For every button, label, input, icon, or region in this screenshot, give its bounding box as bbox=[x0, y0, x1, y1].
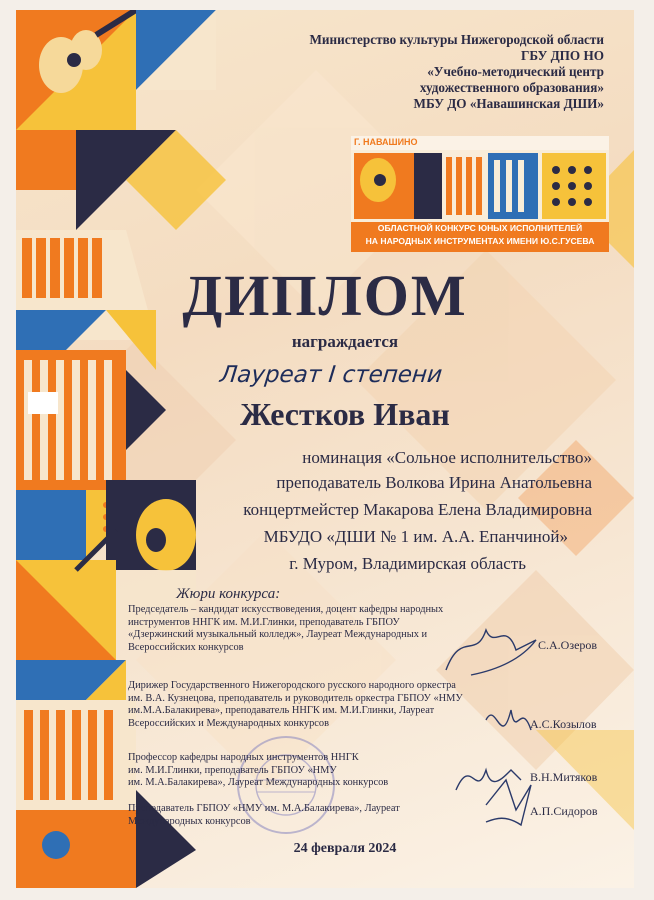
jury-heading: Жюри конкурса: bbox=[176, 586, 281, 602]
accompanist-line: концертмейстер Макарова Елена Владимировна bbox=[243, 500, 592, 519]
jury-member-4-name: А.П.Сидоров bbox=[530, 804, 598, 818]
organizer-line-4: художественного образования» bbox=[419, 80, 604, 95]
nomination-line: номинация «Сольное исполнительство» bbox=[302, 448, 592, 467]
city-line: г. Муром, Владимирская область bbox=[289, 554, 526, 573]
diploma-title: ДИПЛОМ bbox=[182, 263, 468, 328]
jury-member-4-text: Преподаватель ГБПОУ «НМУ им. М.А.Балакирева», Лауреат Международных конкурсов bbox=[128, 803, 400, 827]
diploma-page bbox=[16, 10, 634, 888]
jury-member-2-text: Дирижер Государственного Нижегородского русского народного оркестра им. В.А. Кузнецова, преподаватель и руководитель оркестра ГБПОУ «НМУ им.М.А.Балакирева», преподаватель ННГК им. М.И.Глинки, Лауреат Всероссийских и Международных конкурсов bbox=[128, 680, 463, 729]
logo-banner-line-1: ОБЛАСТНОЙ КОНКУРС ЮНЫХ ИСПОЛНИТЕЛЕЙ bbox=[377, 223, 583, 233]
signature-mityakov bbox=[456, 770, 521, 790]
organizer-line-3: «Учебно-методический центр bbox=[427, 64, 604, 79]
signature-sidorov bbox=[486, 780, 531, 825]
jury-member-1-text: Председатель – кандидат искусствоведения, доцент кафедры народных инструментов ННГК им. М.И.Глинки, преподаватель ГБПОУ «Дзержинский музыкальный колледж», Лауреат Международных и Всероссийских конкурсов bbox=[128, 604, 444, 653]
jury-member-2-name: А.С.Козылов bbox=[530, 717, 597, 731]
issue-date: 24 февраля 2024 bbox=[293, 841, 397, 856]
jury-member-3-name: В.Н.Митяков bbox=[530, 770, 598, 784]
recipient-name: Жестков Иван bbox=[240, 396, 450, 432]
school-line: МБУДО «ДШИ № 1 им. А.А. Епанчиной» bbox=[263, 527, 568, 546]
logo-banner-line-2: НА НАРОДНЫХ ИНСТРУМЕНТАХ ИМЕНИ Ю.С.ГУСЕВА bbox=[365, 236, 595, 246]
awarded-label: награждается bbox=[291, 332, 399, 351]
contest-logo bbox=[351, 136, 609, 252]
jury-member-3-text: Профессор кафедры народных инструментов ННГК им. М.И.Глинки, преподаватель ГБПОУ «НМУ им. М.А.Балакирева», Лауреат Международных конкурсов bbox=[128, 752, 389, 788]
organizer-line-2: ГБУ ДПО НО bbox=[520, 48, 604, 63]
teacher-line: преподаватель Волкова Ирина Анатольевна bbox=[276, 473, 592, 492]
award-handwritten: Лауреат I степени bbox=[218, 362, 444, 388]
organizer-line-1: Министерство культуры Нижегородской области bbox=[309, 32, 604, 47]
logo-city-label: Г. НАВАШИНО bbox=[354, 137, 418, 147]
guitar-corner-art bbox=[16, 10, 226, 230]
jury-member-1-name: С.А.Озеров bbox=[538, 638, 598, 652]
organizer-line-5: МБУ ДО «Навашинская ДШИ» bbox=[413, 96, 604, 111]
